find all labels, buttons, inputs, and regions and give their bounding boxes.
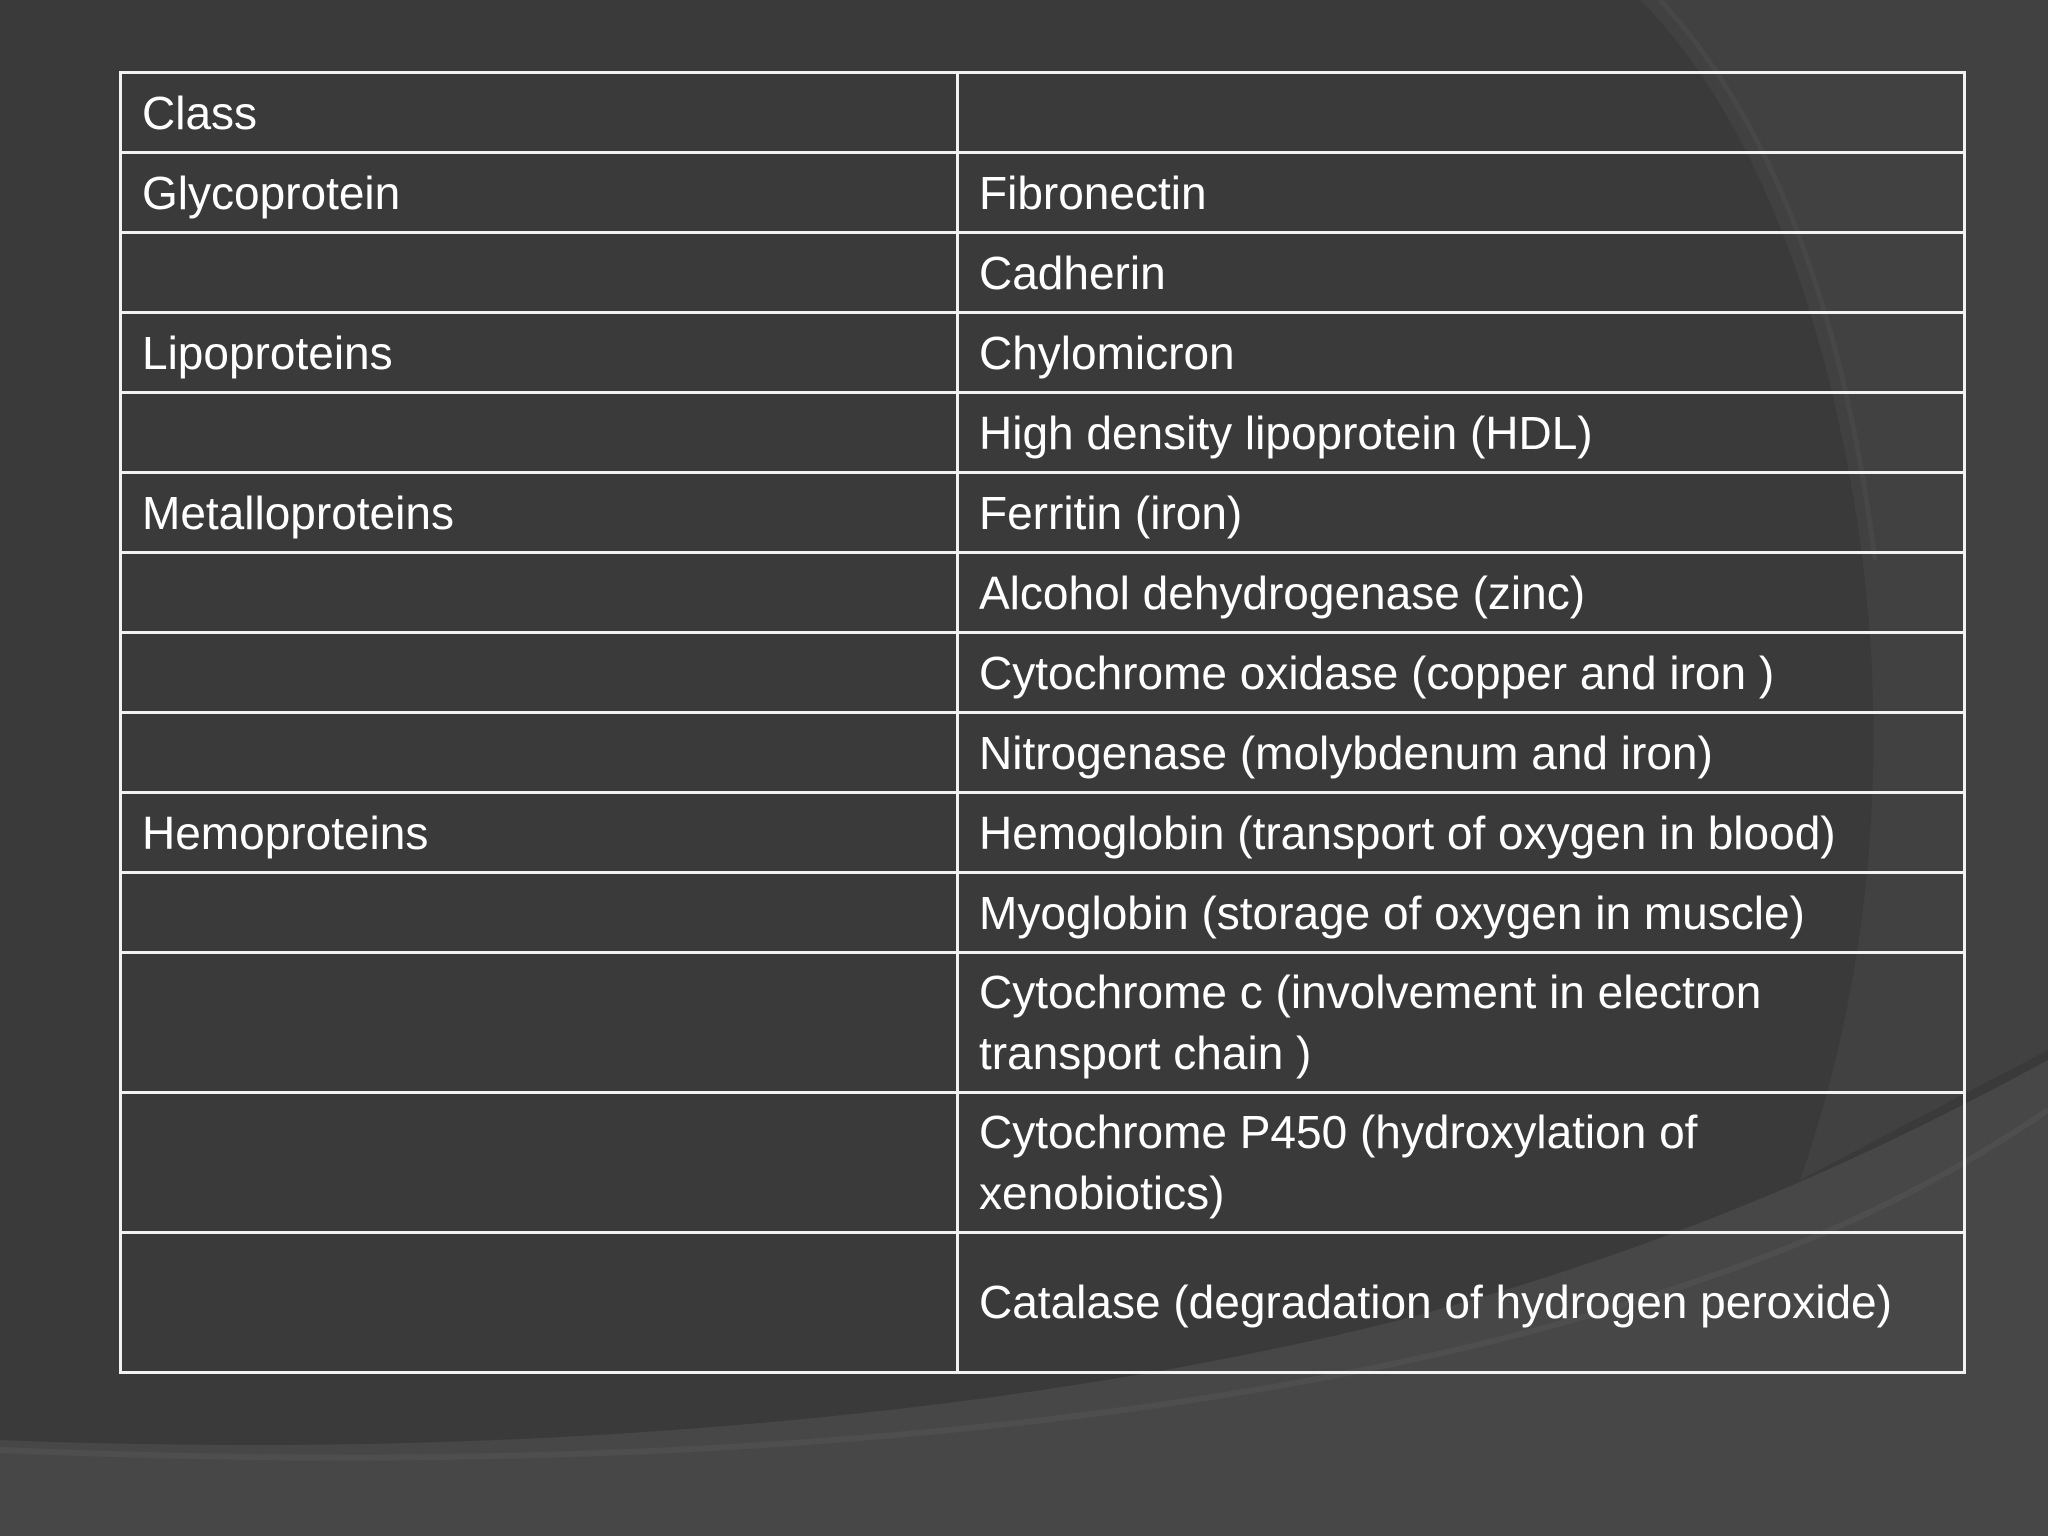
example-cell — [958, 73, 1965, 153]
class-cell — [121, 233, 958, 313]
class-cell — [121, 873, 958, 953]
example-cell: Hemoglobin (transport of oxygen in blood) — [958, 793, 1965, 873]
example-cell: Cadherin — [958, 233, 1965, 313]
table-row — [121, 153, 1965, 233]
example-cell: Chylomicron — [958, 313, 1965, 393]
table-row — [121, 633, 1965, 713]
table-row — [121, 313, 1965, 393]
class-cell: Metalloproteins — [121, 473, 958, 553]
class-cell — [121, 713, 958, 793]
table-row — [121, 393, 1965, 473]
table-row — [121, 73, 1965, 153]
example-cell: Cytochrome c (involvement in electron transport chain ) — [958, 953, 1965, 1093]
class-cell: Glycoprotein — [121, 153, 958, 233]
example-cell: Cytochrome oxidase (copper and iron ) — [958, 633, 1965, 713]
class-cell: Lipoproteins — [121, 313, 958, 393]
table-row — [121, 793, 1965, 873]
class-cell — [121, 953, 958, 1093]
class-cell — [121, 1233, 958, 1373]
example-cell: Catalase (degradation of hydrogen peroxide) — [958, 1233, 1965, 1373]
class-cell — [121, 633, 958, 713]
class-cell — [121, 553, 958, 633]
table-row — [121, 873, 1965, 953]
table-row — [121, 953, 1965, 1093]
table-row — [121, 233, 1965, 313]
example-cell: Fibronectin — [958, 153, 1965, 233]
class-cell: Hemoproteins — [121, 793, 958, 873]
class-cell: Class — [121, 73, 958, 153]
table-row — [121, 1093, 1965, 1233]
example-cell: High density lipoprotein (HDL) — [958, 393, 1965, 473]
example-cell: Myoglobin (storage of oxygen in muscle) — [958, 873, 1965, 953]
class-cell — [121, 1093, 958, 1233]
protein-classes-table — [119, 71, 1966, 1374]
example-cell: Alcohol dehydrogenase (zinc) — [958, 553, 1965, 633]
table-row — [121, 1233, 1965, 1373]
example-cell: Cytochrome P450 (hydroxylation of xenobiotics) — [958, 1093, 1965, 1233]
example-cell: Ferritin (iron) — [958, 473, 1965, 553]
class-cell — [121, 393, 958, 473]
table-row — [121, 473, 1965, 553]
table-row — [121, 713, 1965, 793]
example-cell: Nitrogenase (molybdenum and iron) — [958, 713, 1965, 793]
table-row — [121, 553, 1965, 633]
